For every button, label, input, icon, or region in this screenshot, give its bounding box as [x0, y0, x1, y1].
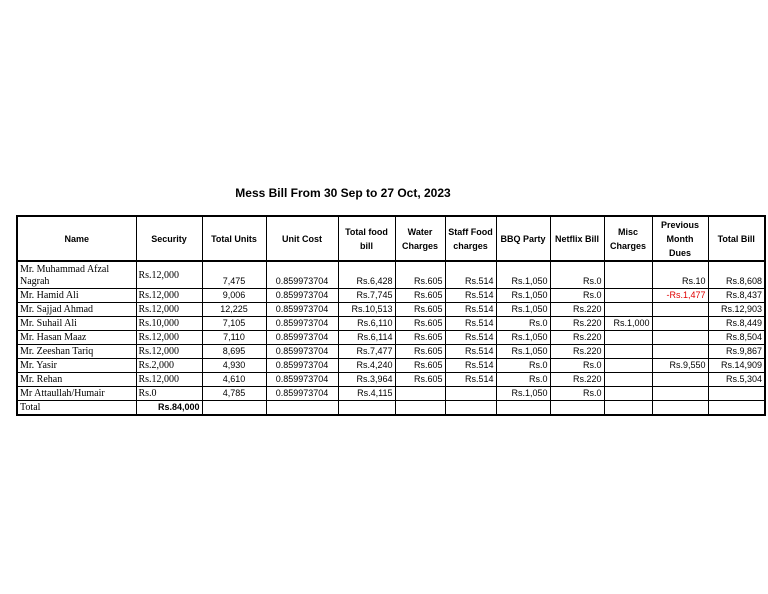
cell-security: Rs.2,000: [136, 359, 202, 373]
empty-cell: [395, 401, 445, 416]
cell-security: Rs.12,000: [136, 303, 202, 317]
cell-name: Mr. Hasan Maaz: [17, 331, 136, 345]
table-row: [17, 345, 765, 359]
cell-name: Mr. Rehan: [17, 373, 136, 387]
col-header-misc-charges: Misc Charges: [604, 216, 652, 261]
cell-name: Mr. Yasir: [17, 359, 136, 373]
col-header-netflix-bill: Netflix Bill: [550, 216, 604, 261]
cell-unit-cost: 0.859973704: [266, 331, 338, 345]
cell-misc: [604, 261, 652, 289]
cell-units: 4,785: [202, 387, 266, 401]
table-row: [17, 317, 765, 331]
cell-security: Rs.12,000: [136, 373, 202, 387]
cell-prev: Rs.9,550: [652, 359, 708, 373]
cell-unit-cost: 0.859973704: [266, 289, 338, 303]
cell-netflix: Rs.0: [550, 359, 604, 373]
cell-unit-cost: 0.859973704: [266, 373, 338, 387]
col-header-total-bill: Total Bill: [708, 216, 765, 261]
cell-unit-cost: 0.859973704: [266, 387, 338, 401]
empty-cell: [652, 401, 708, 416]
cell-security: Rs.12,000: [136, 331, 202, 345]
cell-name: Mr. Muhammad Afzal Nagrah: [17, 261, 136, 289]
empty-cell: [445, 401, 496, 416]
cell-misc: [604, 359, 652, 373]
cell-water: Rs.605: [395, 345, 445, 359]
cell-staff: Rs.514: [445, 289, 496, 303]
empty-cell: [550, 401, 604, 416]
cell-misc: [604, 331, 652, 345]
cell-total: Rs.12,903: [708, 303, 765, 317]
total-security: Rs.84,000: [136, 401, 202, 416]
empty-cell: [708, 401, 765, 416]
cell-staff: Rs.514: [445, 303, 496, 317]
cell-units: 8,695: [202, 345, 266, 359]
cell-total: Rs.8,504: [708, 331, 765, 345]
empty-cell: [266, 401, 338, 416]
cell-misc: [604, 289, 652, 303]
header-row: [17, 216, 765, 261]
empty-cell: [202, 401, 266, 416]
cell-bbq: Rs.0: [496, 359, 550, 373]
cell-unit-cost: 0.859973704: [266, 317, 338, 331]
table-row: [17, 373, 765, 387]
cell-prev: [652, 387, 708, 401]
cell-total: Rs.8,437: [708, 289, 765, 303]
cell-bbq: Rs.1,050: [496, 331, 550, 345]
page-title: Mess Bill From 30 Sep to 27 Oct, 2023: [235, 186, 451, 200]
cell-staff: Rs.514: [445, 317, 496, 331]
cell-prev: [652, 331, 708, 345]
cell-bbq: Rs.1,050: [496, 289, 550, 303]
empty-cell: [338, 401, 395, 416]
col-header-security: Security: [136, 216, 202, 261]
cell-unit-cost: 0.859973704: [266, 261, 338, 289]
cell-prev: Rs.10: [652, 261, 708, 289]
cell-units: 7,475: [202, 261, 266, 289]
cell-name: Mr Attaullah/Humair: [17, 387, 136, 401]
cell-misc: Rs.1,000: [604, 317, 652, 331]
cell-units: 4,930: [202, 359, 266, 373]
cell-prev: [652, 303, 708, 317]
cell-water: Rs.605: [395, 373, 445, 387]
col-header-previous-month-dues: Previous Month Dues: [652, 216, 708, 261]
total-row: [17, 401, 765, 416]
cell-netflix: Rs.0: [550, 261, 604, 289]
cell-water: [395, 387, 445, 401]
cell-total: Rs.5,304: [708, 373, 765, 387]
cell-water: Rs.605: [395, 317, 445, 331]
cell-water: Rs.605: [395, 261, 445, 289]
cell-staff: Rs.514: [445, 345, 496, 359]
cell-netflix: Rs.220: [550, 303, 604, 317]
cell-bbq: Rs.0: [496, 373, 550, 387]
cell-food: Rs.4,240: [338, 359, 395, 373]
cell-water: Rs.605: [395, 303, 445, 317]
cell-prev: -Rs.1,477: [652, 289, 708, 303]
cell-bbq: Rs.0: [496, 317, 550, 331]
cell-name: Mr. Sajjad Ahmad: [17, 303, 136, 317]
col-header-bbq-party: BBQ Party: [496, 216, 550, 261]
cell-units: 7,110: [202, 331, 266, 345]
col-header-unit-cost: Unit Cost: [266, 216, 338, 261]
cell-total: Rs.14,909: [708, 359, 765, 373]
cell-misc: [604, 373, 652, 387]
cell-food: Rs.6,110: [338, 317, 395, 331]
cell-prev: [652, 373, 708, 387]
cell-food: Rs.6,428: [338, 261, 395, 289]
cell-total: [708, 387, 765, 401]
cell-netflix: Rs.220: [550, 331, 604, 345]
cell-prev: [652, 345, 708, 359]
cell-total: Rs.9,867: [708, 345, 765, 359]
table-row: [17, 331, 765, 345]
cell-water: Rs.605: [395, 359, 445, 373]
cell-food: Rs.4,115: [338, 387, 395, 401]
cell-staff: Rs.514: [445, 373, 496, 387]
mess-bill-table: [16, 215, 766, 416]
cell-netflix: Rs.0: [550, 387, 604, 401]
cell-total: Rs.8,608: [708, 261, 765, 289]
col-header-name: Name: [17, 216, 136, 261]
cell-bbq: Rs.1,050: [496, 261, 550, 289]
cell-water: Rs.605: [395, 331, 445, 345]
cell-water: Rs.605: [395, 289, 445, 303]
cell-misc: [604, 345, 652, 359]
cell-security: Rs.12,000: [136, 261, 202, 289]
cell-food: Rs.6,114: [338, 331, 395, 345]
cell-unit-cost: 0.859973704: [266, 303, 338, 317]
cell-bbq: Rs.1,050: [496, 387, 550, 401]
col-header-total-units: Total Units: [202, 216, 266, 261]
cell-staff: [445, 387, 496, 401]
cell-netflix: Rs.220: [550, 345, 604, 359]
cell-prev: [652, 317, 708, 331]
cell-food: Rs.10,513: [338, 303, 395, 317]
cell-units: 9,006: [202, 289, 266, 303]
table-row: [17, 261, 765, 289]
cell-security: Rs.0: [136, 387, 202, 401]
total-label: Total: [17, 401, 136, 416]
cell-unit-cost: 0.859973704: [266, 345, 338, 359]
cell-unit-cost: 0.859973704: [266, 359, 338, 373]
cell-staff: Rs.514: [445, 359, 496, 373]
cell-security: Rs.10,000: [136, 317, 202, 331]
empty-cell: [604, 401, 652, 416]
cell-bbq: Rs.1,050: [496, 303, 550, 317]
cell-food: Rs.3,964: [338, 373, 395, 387]
cell-food: Rs.7,477: [338, 345, 395, 359]
col-header-staff-food-charges: Staff Food charges: [445, 216, 496, 261]
cell-staff: Rs.514: [445, 261, 496, 289]
cell-total: Rs.8,449: [708, 317, 765, 331]
cell-bbq: Rs.1,050: [496, 345, 550, 359]
cell-netflix: Rs.220: [550, 317, 604, 331]
cell-misc: [604, 387, 652, 401]
cell-netflix: Rs.220: [550, 373, 604, 387]
col-header-total-food-bill: Total food bill: [338, 216, 395, 261]
cell-units: 4,610: [202, 373, 266, 387]
cell-units: 12,225: [202, 303, 266, 317]
cell-security: Rs.12,000: [136, 289, 202, 303]
table-row: [17, 359, 765, 373]
empty-cell: [496, 401, 550, 416]
col-header-water-charges: Water Charges: [395, 216, 445, 261]
cell-units: 7,105: [202, 317, 266, 331]
cell-staff: Rs.514: [445, 331, 496, 345]
table-row: [17, 303, 765, 317]
cell-name: Mr. Suhail Ali: [17, 317, 136, 331]
cell-netflix: Rs.0: [550, 289, 604, 303]
table-row: [17, 289, 765, 303]
table-row: [17, 387, 765, 401]
cell-food: Rs.7,745: [338, 289, 395, 303]
cell-security: Rs.12,000: [136, 345, 202, 359]
cell-name: Mr. Hamid Ali: [17, 289, 136, 303]
cell-misc: [604, 303, 652, 317]
cell-name: Mr. Zeeshan Tariq: [17, 345, 136, 359]
